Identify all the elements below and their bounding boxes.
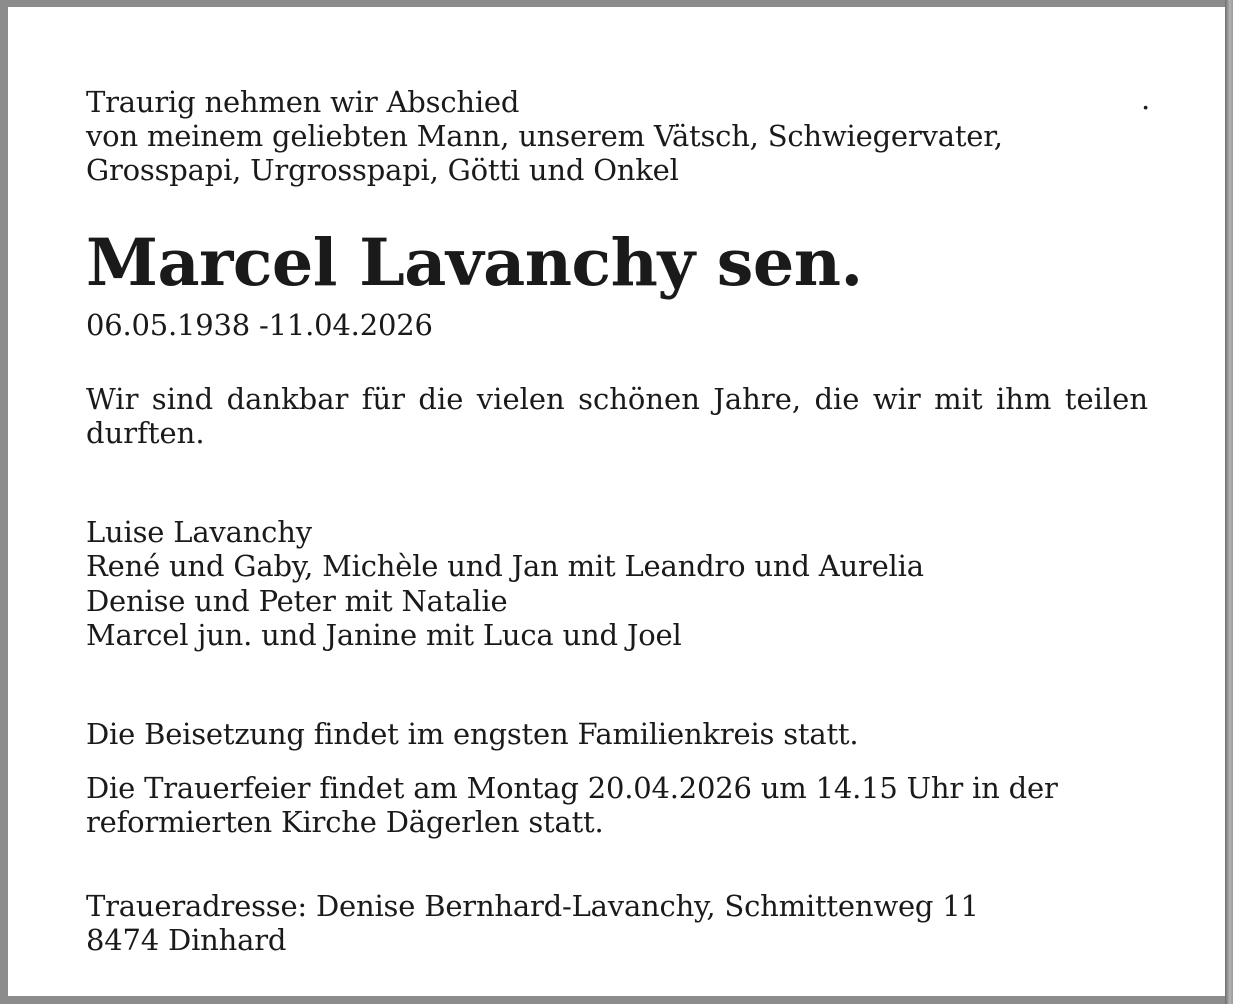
life-dates: 06.05.1938 -11.04.2026 [86,308,433,342]
intro-marker: . [1141,82,1151,116]
page-edge-shadow [1225,0,1233,1004]
intro-line-2: von meinem geliebten Mann, unserem Vätsch, Schwiegervater, [86,119,1003,153]
obituary-page [8,7,1225,996]
family-member: Denise und Peter mit Natalie [86,584,508,618]
address-line-2: 8474 Dinhard [86,923,287,957]
address-line-1: Traueradresse: Denise Bernhard-Lavanchy, Schmittenweg 11 [86,889,979,923]
gratitude-message [86,382,1148,450]
burial-notice: Die Beisetzung findet im engsten Familienkreis statt. [86,717,859,751]
ceremony-line-2: reformierten Kirche Dägerlen statt. [86,805,604,839]
gratitude-line-1: Wir sind dankbar für die vielen schönen Jahre, die wir mit ihm teilen [86,382,1148,416]
deceased-name: Marcel Lavanchy sen. [86,225,863,301]
family-member: Luise Lavanchy [86,515,312,549]
family-member: René und Gaby, Michèle und Jan mit Leandro und Aurelia [86,549,924,583]
intro-line-1: Traurig nehmen wir Abschied [86,85,520,119]
family-member: Marcel jun. und Janine mit Luca und Joel [86,618,682,652]
intro-line-3: Grosspapi, Urgrosspapi, Götti und Onkel [86,153,679,187]
ceremony-line-1: Die Trauerfeier findet am Montag 20.04.2026 um 14.15 Uhr in der [86,771,1058,805]
gratitude-line-2: durften. [86,416,205,450]
